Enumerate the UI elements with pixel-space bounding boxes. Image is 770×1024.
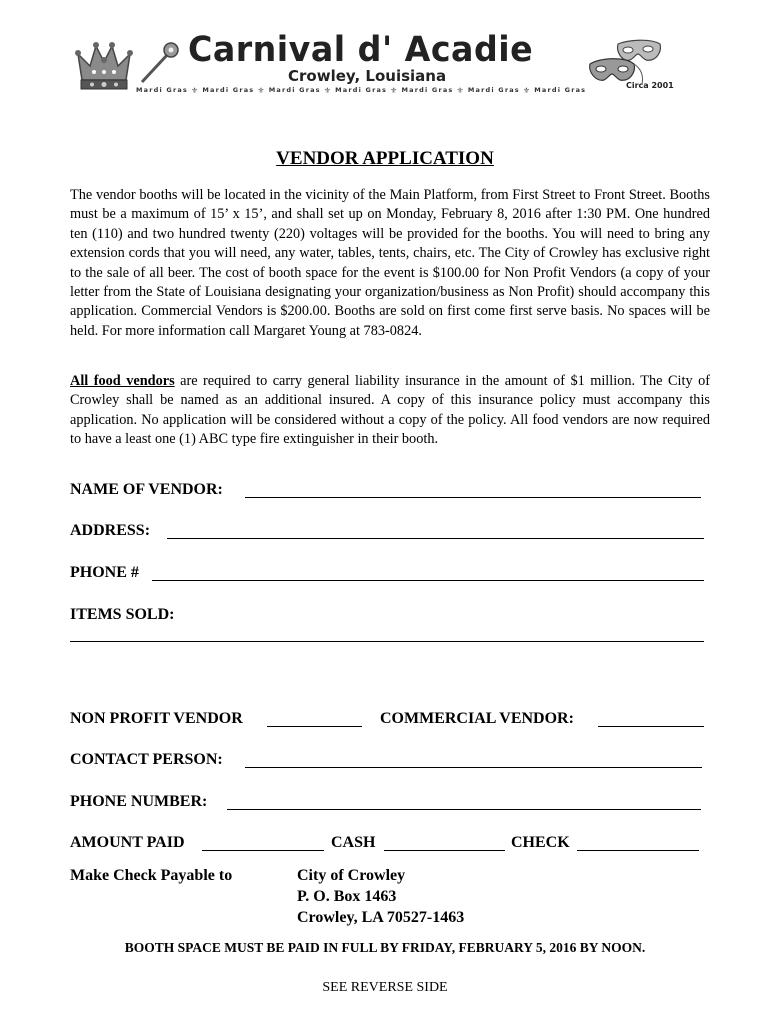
- contact-person-line[interactable]: [245, 767, 702, 768]
- food-vendor-text: are required to carry general liability insurance in the amount of $1 million. The City of Crowley shall be named as an additional insured. A copy of this insurance policy must accompany this application. No application will be considered without a copy of the policy. All food vendors are now required to have a least one (1) ABC type fire extinguisher in their booth.: [70, 373, 710, 448]
- band-word: Mardi Gras: [335, 86, 388, 94]
- make-check-payable-label: Make Check Payable to: [70, 867, 233, 884]
- band-word: Mardi Gras: [268, 86, 321, 94]
- check-label: CHECK: [511, 834, 570, 851]
- cash-label: CASH: [331, 834, 376, 851]
- band-word: Mardi Gras: [401, 86, 454, 94]
- scepter-icon: [138, 40, 180, 86]
- payable-line-3: Crowley, LA 70527-1463: [297, 909, 465, 926]
- non-profit-vendor-line[interactable]: [267, 726, 362, 727]
- items-sold-line[interactable]: [70, 641, 704, 642]
- contact-person-label: CONTACT PERSON:: [70, 751, 223, 768]
- phone-label: PHONE #: [70, 564, 139, 581]
- address-line[interactable]: [167, 538, 704, 539]
- cash-line[interactable]: [384, 850, 505, 851]
- band-word: Mardi Gras: [136, 86, 188, 94]
- fleur-de-lis-icon: ⚜: [323, 85, 333, 95]
- see-reverse-note: SEE REVERSE SIDE: [322, 980, 448, 995]
- band-word: Mardi Gras: [202, 86, 255, 94]
- payment-deadline: BOOTH SPACE MUST BE PAID IN FULL BY FRIDAY, FEBRUARY 5, 2016 BY NOON.: [124, 940, 646, 955]
- amount-paid-label: AMOUNT PAID: [70, 834, 185, 851]
- food-vendor-paragraph: [70, 372, 710, 450]
- non-profit-vendor-label: NON PROFIT VENDOR: [70, 710, 243, 727]
- fleur-de-lis-icon: ⚜: [191, 85, 200, 95]
- phone-number-line[interactable]: [227, 809, 701, 810]
- fleur-de-lis-icon: ⚜: [522, 85, 532, 95]
- fleur-de-lis-icon: ⚜: [456, 85, 465, 95]
- event-subtitle: Crowley, Louisiana: [288, 67, 447, 85]
- commercial-vendor-label: COMMERCIAL VENDOR:: [380, 710, 574, 727]
- document-heading: VENDOR APPLICATION: [276, 148, 494, 169]
- address-label: ADDRESS:: [70, 522, 151, 539]
- fleur-de-lis-icon: ⚜: [257, 85, 266, 95]
- phone-number-label: PHONE NUMBER:: [70, 793, 208, 810]
- booth-info-paragraph: The vendor booths will be located in the vicinity of the Main Platform, from First Street to Front Street. Booths must be a maximum of 15’ x 15’, and shall set up on Monday, February 8, 2016 after 1:30 PM. One hundred ten (110) and two hundred twenty (220) voltages will be provided for the booths. You will need to bring any extension cords that you will need, any water, tables, tents, chairs, etc. The City of Crowley has exclusive right to the sale of all beer. The cost of booth space for the event is $100.00 for Non Profit Vendors (a copy of your letter from the State of Louisiana designating your organization/business as Non Profit) should accompany this application. Commercial Vendors is $200.00. Booths are sold on first come first serve basis. No spaces will be held. For more information call Margaret Young at 783-0824.: [70, 187, 710, 339]
- mardi-gras-band: [136, 85, 616, 95]
- check-line[interactable]: [577, 850, 699, 851]
- event-title: Carnival d' Acadie: [188, 30, 534, 70]
- food-vendor-lead: All food vendors: [70, 373, 175, 389]
- circa-label: Circa 2001: [626, 81, 674, 90]
- name-of-vendor-line[interactable]: [245, 497, 701, 498]
- fleur-de-lis-icon: ⚜: [390, 85, 399, 95]
- payable-line-2: P. O. Box 1463: [297, 888, 397, 905]
- band-word: Mardi Gras: [467, 86, 520, 94]
- items-sold-label: ITEMS SOLD:: [70, 606, 175, 623]
- masks-icon: [588, 38, 664, 90]
- crown-icon: [74, 36, 134, 96]
- amount-paid-line[interactable]: [202, 850, 324, 851]
- name-of-vendor-label: NAME OF VENDOR:: [70, 481, 223, 498]
- band-word: Mardi Gras: [534, 86, 587, 94]
- commercial-vendor-line[interactable]: [598, 726, 704, 727]
- phone-line[interactable]: [152, 580, 704, 581]
- payable-line-1: City of Crowley: [297, 867, 406, 884]
